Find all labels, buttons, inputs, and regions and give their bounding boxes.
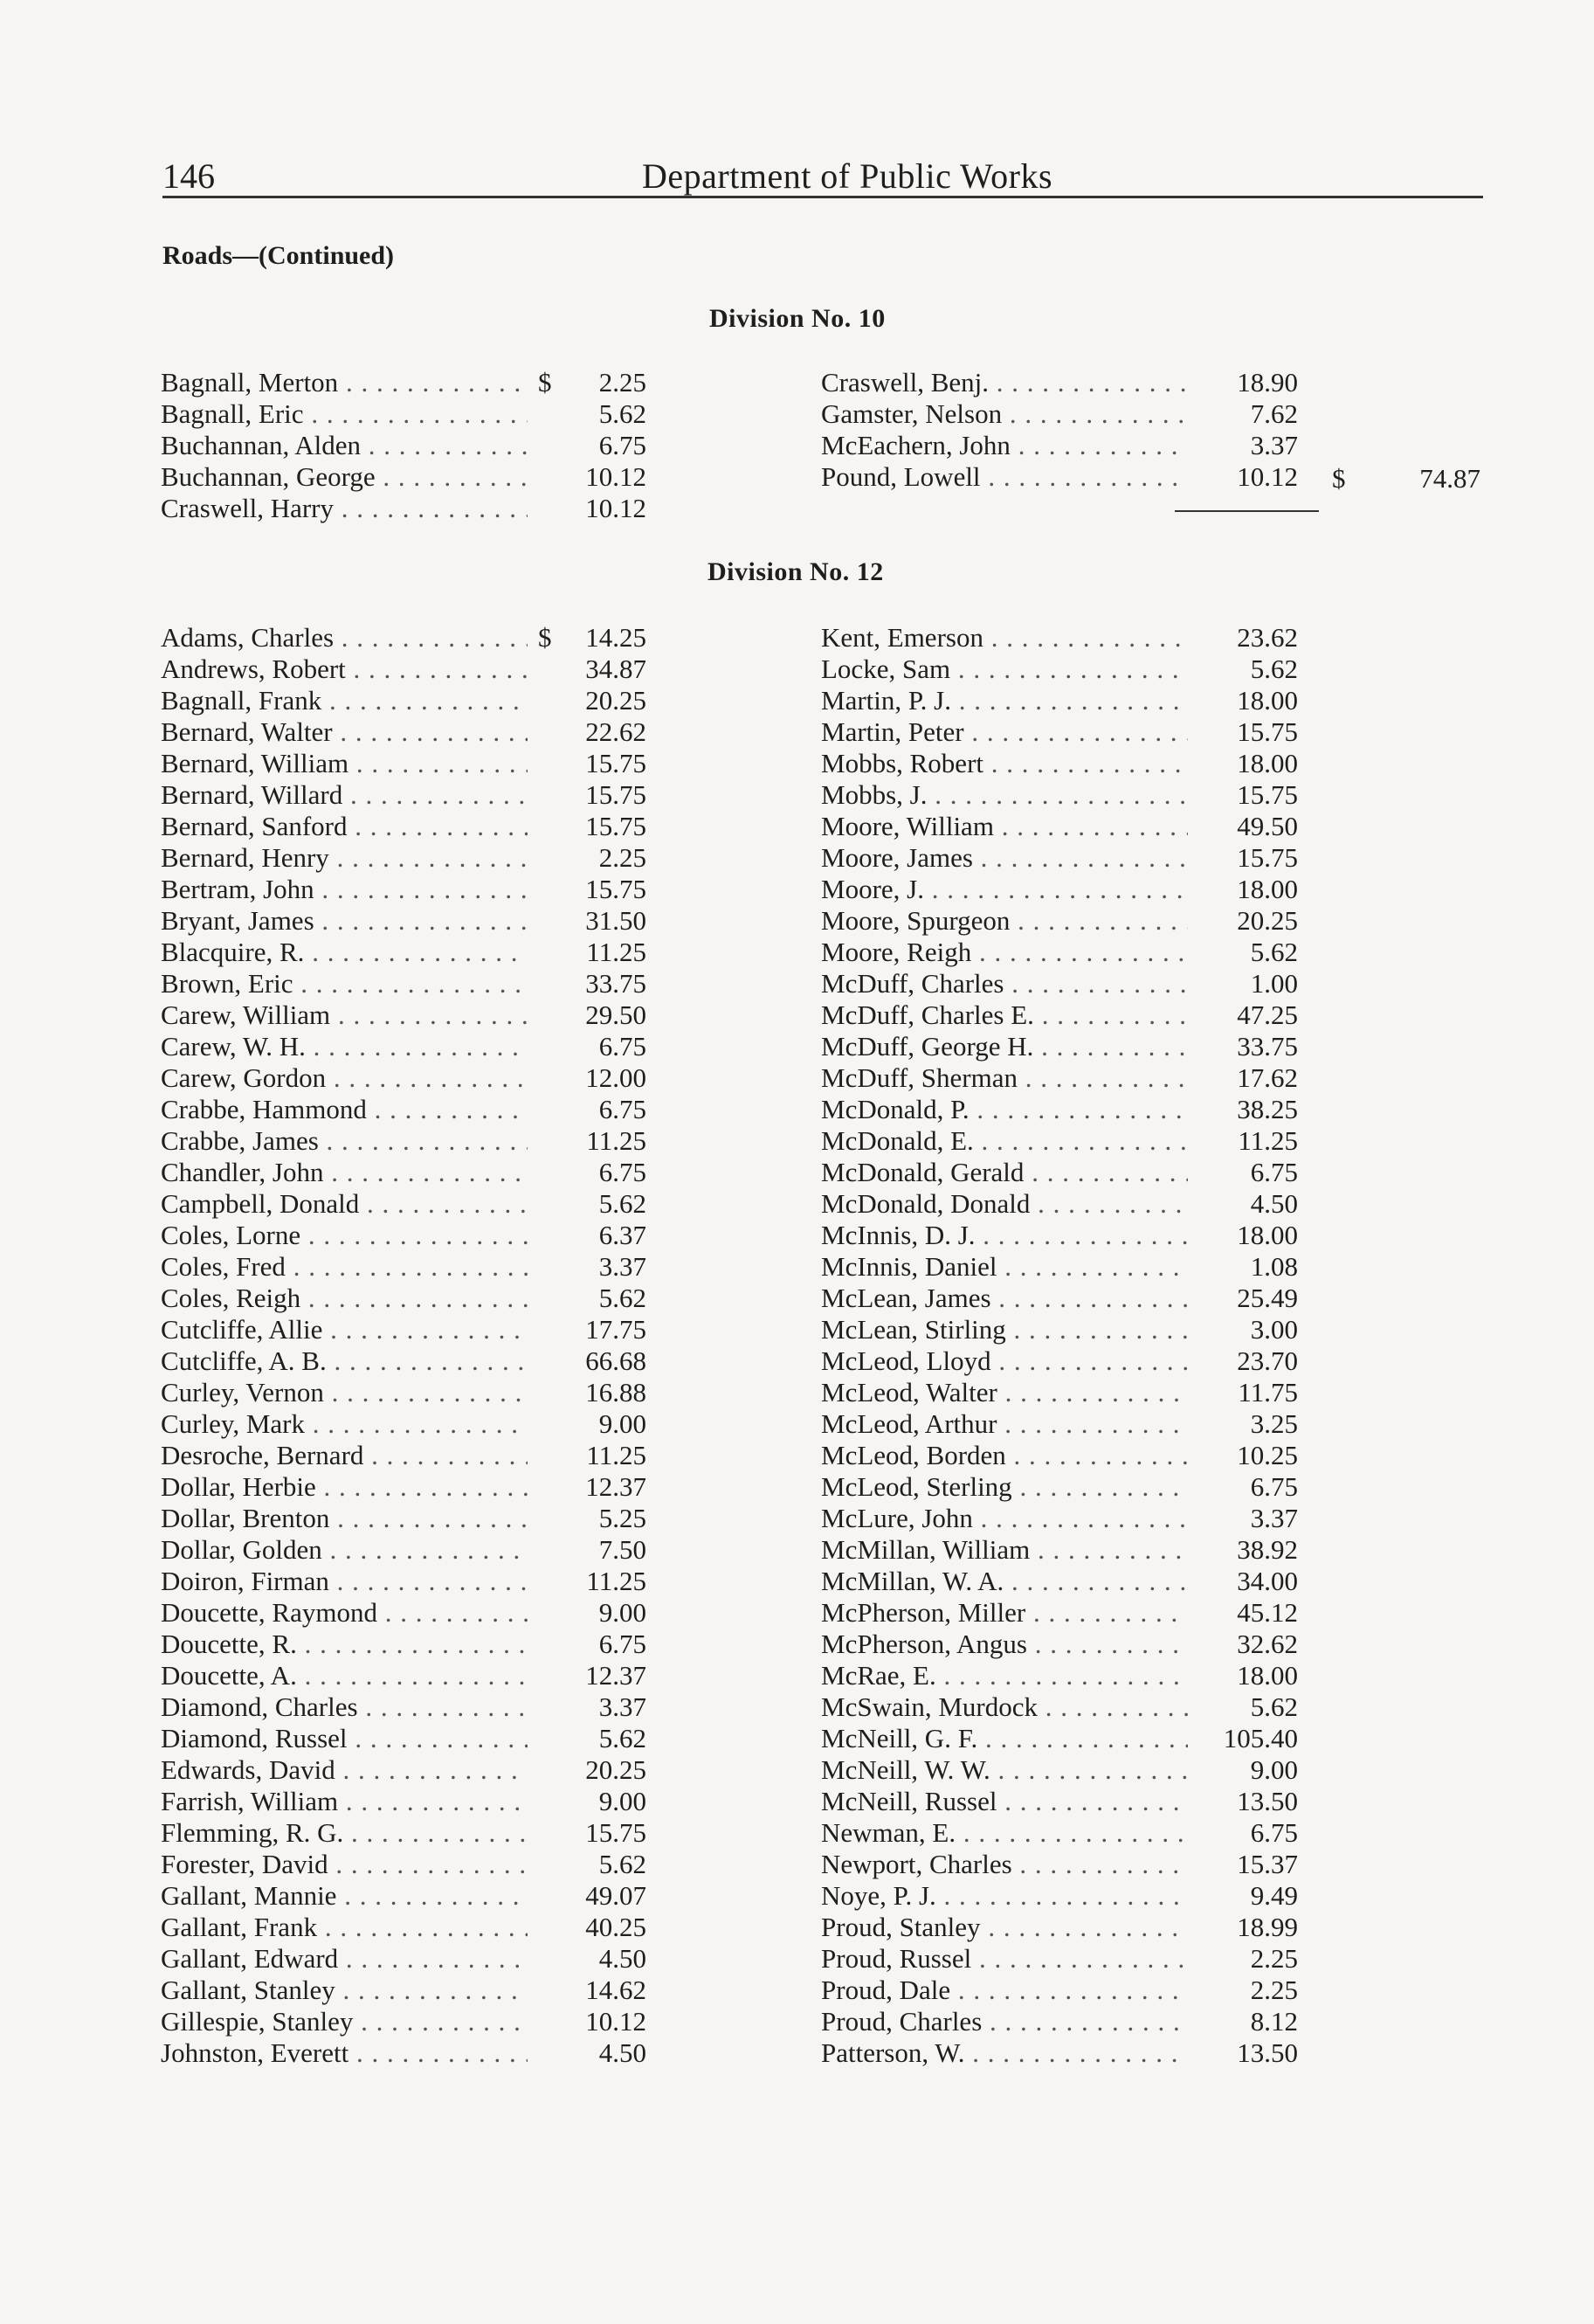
payment-amount: 4.50: [1250, 1188, 1298, 1219]
payment-amount: 5.62: [1250, 937, 1298, 967]
payee-name: Chandler, John . . .: [161, 1157, 528, 1188]
payment-amount: 7.62: [1250, 398, 1298, 429]
payment-amount: 29.50: [585, 999, 646, 1030]
payee-name: Kent, Emerson . . .: [821, 622, 1188, 654]
payee-name: McPherson, Miller . . .: [821, 1597, 1188, 1629]
payment-amount: 9.00: [598, 1786, 646, 1816]
payee-name: McInnis, Daniel . . .: [821, 1251, 1188, 1283]
payment-amount: 34.87: [585, 654, 646, 684]
payee-name: Dollar, Brenton . . .: [161, 1503, 528, 1534]
payee-name: Bertram, John . . .: [161, 874, 528, 905]
payee-name: Moore, William . . .: [821, 811, 1188, 842]
payee-name: Gamster, Nelson . . .: [821, 398, 1188, 430]
payee-name: McDonald, Donald . . .: [821, 1188, 1188, 1220]
payment-amount: 11.25: [586, 1566, 646, 1596]
payee-name: McMillan, William . . .: [821, 1534, 1188, 1566]
payee-name: McLure, John . . .: [821, 1503, 1188, 1534]
payment-amount: 18.00: [1237, 748, 1298, 778]
payment-amount: 15.37: [1237, 1849, 1298, 1879]
payee-name: McDonald, Gerald . . .: [821, 1157, 1188, 1188]
payment-amount: 15.75: [1237, 716, 1298, 747]
division-10-total: 74.87: [1419, 463, 1480, 494]
payee-name: McNeill, W. W. . . .: [821, 1754, 1188, 1786]
payee-name: Crabbe, James . . .: [161, 1125, 528, 1157]
division-10-total-dollar: $: [1332, 463, 1346, 494]
payee-name: Farrish, William . . .: [161, 1786, 528, 1817]
payment-amount: 14.25: [585, 622, 646, 653]
payee-name: Moore, Reigh . . .: [821, 937, 1188, 968]
payment-amount: 4.50: [598, 1943, 646, 1974]
payee-name: Bernard, Willard . . .: [161, 779, 528, 811]
payee-name: Bryant, James . . .: [161, 905, 528, 937]
payment-amount: 13.50: [1237, 1786, 1298, 1816]
payee-name: Doucette, Raymond . . .: [161, 1597, 528, 1629]
payment-amount: 18.00: [1237, 1660, 1298, 1691]
payment-amount: 11.25: [586, 1125, 646, 1156]
payment-amount: 6.37: [598, 1220, 646, 1250]
payment-amount: 25.49: [1237, 1283, 1298, 1313]
payee-name: McNeill, G. F. . . .: [821, 1723, 1188, 1754]
payee-name: Proud, Dale . . .: [821, 1975, 1188, 2006]
payment-amount: 15.75: [585, 779, 646, 810]
payment-amount: 12.00: [585, 1062, 646, 1093]
payee-name: Crabbe, Hammond . . .: [161, 1094, 528, 1125]
payee-name: Carew, W. H. . . .: [161, 1031, 528, 1062]
payee-name: McDuff, George H. . . .: [821, 1031, 1188, 1062]
payee-name: Moore, Spurgeon . . .: [821, 905, 1188, 937]
payee-name: McLeod, Arthur . . .: [821, 1408, 1188, 1440]
payment-amount: 6.75: [598, 1031, 646, 1062]
payment-amount: 6.75: [598, 1094, 646, 1124]
payment-amount: 49.50: [1237, 811, 1298, 841]
payee-name: Moore, J. . . .: [821, 874, 1188, 905]
payee-name: Bernard, Walter . . .: [161, 716, 528, 748]
payment-amount: 3.37: [598, 1691, 646, 1722]
payment-amount: 9.49: [1250, 1880, 1298, 1911]
payment-amount: 5.25: [598, 1503, 646, 1533]
payee-name: Buchannan, Alden . . .: [161, 430, 528, 461]
payment-amount: 14.62: [585, 1975, 646, 2005]
section-title: Roads—(Continued): [162, 241, 395, 270]
payee-name: Craswell, Benj. . . .: [821, 367, 1188, 398]
payment-amount: 40.25: [585, 1912, 646, 1942]
payee-name: Dollar, Herbie . . .: [161, 1471, 528, 1503]
payee-name: McPherson, Angus . . .: [821, 1629, 1188, 1660]
payment-amount: 12.37: [585, 1471, 646, 1502]
payee-name: McDonald, E. . . .: [821, 1125, 1188, 1157]
payment-amount: 10.12: [585, 461, 646, 492]
payment-amount: 3.37: [1250, 1503, 1298, 1533]
payment-amount: 11.25: [1238, 1125, 1298, 1156]
payment-amount: 33.75: [1237, 1031, 1298, 1062]
payee-name: Bagnall, Frank . . .: [161, 685, 528, 716]
payee-name: Dollar, Golden . . .: [161, 1534, 528, 1566]
payment-amount: 6.75: [1250, 1817, 1298, 1848]
payment-amount: 20.25: [1237, 905, 1298, 936]
payee-name: Doiron, Firman . . .: [161, 1566, 528, 1597]
payment-amount: 10.12: [1237, 461, 1298, 492]
payment-amount: 5.62: [598, 1283, 646, 1313]
payment-amount: 4.50: [598, 2037, 646, 2068]
payee-name: Doucette, R. . . .: [161, 1629, 528, 1660]
payee-name: Adams, Charles . . .: [161, 622, 528, 654]
dollar-sign: $: [538, 622, 552, 653]
payment-amount: 9.00: [1250, 1754, 1298, 1785]
payee-name: Bagnall, Eric . . .: [161, 398, 528, 430]
payment-amount: 6.75: [598, 430, 646, 460]
payment-amount: 5.62: [598, 1723, 646, 1753]
payee-name: Martin, Peter . . .: [821, 716, 1188, 748]
payment-amount: 105.40: [1223, 1723, 1298, 1753]
payment-amount: 15.75: [1237, 779, 1298, 810]
payment-amount: 3.00: [1250, 1314, 1298, 1345]
page-number: 146: [162, 156, 215, 196]
payment-amount: 11.75: [1238, 1377, 1298, 1408]
payment-amount: 17.75: [585, 1314, 646, 1345]
payment-amount: 1.00: [1250, 968, 1298, 999]
payment-amount: 1.08: [1250, 1251, 1298, 1282]
payee-name: Forester, David . . .: [161, 1849, 528, 1880]
payment-amount: 12.37: [585, 1660, 646, 1691]
payment-amount: 11.25: [586, 1440, 646, 1470]
payment-amount: 15.75: [585, 811, 646, 841]
payee-name: Gillespie, Stanley . . .: [161, 2006, 528, 2037]
payee-name: McDuff, Charles E. . . .: [821, 999, 1188, 1031]
payment-amount: 22.62: [585, 716, 646, 747]
payment-amount: 38.25: [1237, 1094, 1298, 1124]
payee-name: Newport, Charles . . .: [821, 1849, 1188, 1880]
payment-amount: 23.70: [1237, 1345, 1298, 1376]
payment-amount: 10.12: [585, 493, 646, 523]
payee-name: Curley, Mark . . .: [161, 1408, 528, 1440]
payee-name: McRae, E. . . .: [821, 1660, 1188, 1691]
payee-name: Locke, Sam . . .: [821, 654, 1188, 685]
payment-amount: 5.62: [1250, 1691, 1298, 1722]
payee-name: Moore, James . . .: [821, 842, 1188, 874]
payee-name: Mobbs, J. . . .: [821, 779, 1188, 811]
payee-name: Coles, Reigh . . .: [161, 1283, 528, 1314]
payment-amount: 8.12: [1250, 2006, 1298, 2037]
header-rule: [162, 196, 1483, 198]
payment-amount: 10.12: [585, 2006, 646, 2037]
payment-amount: 6.75: [598, 1629, 646, 1659]
payee-name: Proud, Charles . . .: [821, 2006, 1188, 2037]
payment-amount: 10.25: [1237, 1440, 1298, 1470]
payment-amount: 13.50: [1237, 2037, 1298, 2068]
payee-name: Bernard, William . . .: [161, 748, 528, 779]
payee-name: McDuff, Sherman . . .: [821, 1062, 1188, 1094]
payee-name: Carew, Gordon . . .: [161, 1062, 528, 1094]
payee-name: Gallant, Edward . . .: [161, 1943, 528, 1975]
payee-name: McEachern, John . . .: [821, 430, 1188, 461]
payee-name: Pound, Lowell . . .: [821, 461, 1188, 493]
payment-amount: 6.75: [1250, 1471, 1298, 1502]
payee-name: Noye, P. J. . . .: [821, 1880, 1188, 1912]
payment-amount: 16.88: [585, 1377, 646, 1408]
payment-amount: 23.62: [1237, 622, 1298, 653]
payment-amount: 2.25: [1250, 1943, 1298, 1974]
payee-name: Campbell, Donald . . .: [161, 1188, 528, 1220]
payee-name: McInnis, D. J. . . .: [821, 1220, 1188, 1251]
payment-amount: 15.75: [1237, 842, 1298, 873]
page-header-title: Department of Public Works: [642, 156, 1053, 196]
payee-name: Craswell, Harry . . .: [161, 493, 528, 524]
payment-amount: 47.25: [1237, 999, 1298, 1030]
payment-amount: 2.25: [1250, 1975, 1298, 2005]
payment-amount: 7.50: [598, 1534, 646, 1565]
payee-name: Johnston, Everett . . .: [161, 2037, 528, 2069]
payment-amount: 20.25: [585, 1754, 646, 1785]
payment-amount: 15.75: [585, 874, 646, 904]
payee-name: Bagnall, Merton . . .: [161, 367, 528, 398]
payee-name: McLean, James . . .: [821, 1283, 1188, 1314]
payment-amount: 38.92: [1237, 1534, 1298, 1565]
payment-amount: 34.00: [1237, 1566, 1298, 1596]
payee-name: Andrews, Robert . . .: [161, 654, 528, 685]
payee-name: Blacquire, R. . . .: [161, 937, 528, 968]
payee-name: Coles, Fred . . .: [161, 1251, 528, 1283]
payee-name: Desroche, Bernard . . .: [161, 1440, 528, 1471]
payment-amount: 33.75: [585, 968, 646, 999]
payment-amount: 11.25: [586, 937, 646, 967]
payment-amount: 3.25: [1250, 1408, 1298, 1439]
payee-name: Diamond, Russel . . .: [161, 1723, 528, 1754]
payment-amount: 5.62: [1250, 654, 1298, 684]
division-12-heading: Division No. 12: [707, 557, 884, 586]
payment-amount: 2.25: [598, 367, 646, 398]
payee-name: Brown, Eric . . .: [161, 968, 528, 999]
payee-name: McDuff, Charles . . .: [821, 968, 1188, 999]
payee-name: McLeod, Lloyd . . .: [821, 1345, 1188, 1377]
dollar-sign: $: [538, 367, 552, 398]
payment-amount: 3.37: [598, 1251, 646, 1282]
payee-name: Gallant, Frank . . .: [161, 1912, 528, 1943]
payee-name: Edwards, David . . .: [161, 1754, 528, 1786]
payment-amount: 15.75: [585, 1817, 646, 1848]
payee-name: McMillan, W. A. . . .: [821, 1566, 1188, 1597]
payee-name: Carew, William . . .: [161, 999, 528, 1031]
payee-name: Diamond, Charles . . .: [161, 1691, 528, 1723]
payee-name: McLeod, Sterling . . .: [821, 1471, 1188, 1503]
payee-name: Bernard, Henry . . .: [161, 842, 528, 874]
payment-amount: 3.37: [1250, 430, 1298, 460]
payee-name: McLean, Stirling . . .: [821, 1314, 1188, 1345]
payee-name: Proud, Russel . . .: [821, 1943, 1188, 1975]
payee-name: Cutcliffe, Allie . . .: [161, 1314, 528, 1345]
payment-amount: 17.62: [1237, 1062, 1298, 1093]
payment-amount: 18.90: [1237, 367, 1298, 398]
payee-name: Bernard, Sanford . . .: [161, 811, 528, 842]
payee-name: Curley, Vernon . . .: [161, 1377, 528, 1408]
payment-amount: 6.75: [1250, 1157, 1298, 1187]
payee-name: Buchannan, George . . .: [161, 461, 528, 493]
payment-amount: 18.00: [1237, 685, 1298, 716]
division-10-heading: Division No. 10: [709, 304, 886, 333]
payee-name: McLeod, Walter . . .: [821, 1377, 1188, 1408]
payee-name: Newman, E. . . .: [821, 1817, 1188, 1849]
payee-name: McSwain, Murdock . . .: [821, 1691, 1188, 1723]
payment-amount: 18.00: [1237, 1220, 1298, 1250]
payment-amount: 32.62: [1237, 1629, 1298, 1659]
payment-amount: 49.07: [585, 1880, 646, 1911]
payment-amount: 6.75: [598, 1157, 646, 1187]
payment-amount: 31.50: [585, 905, 646, 936]
payment-amount: 2.25: [598, 842, 646, 873]
payment-amount: 9.00: [598, 1408, 646, 1439]
payment-amount: 20.25: [585, 685, 646, 716]
payee-name: McNeill, Russel . . .: [821, 1786, 1188, 1817]
payment-amount: 15.75: [585, 748, 646, 778]
payment-amount: 5.62: [598, 398, 646, 429]
total-rule: [1175, 510, 1319, 512]
payee-name: Doucette, A. . . .: [161, 1660, 528, 1691]
payee-name: Gallant, Mannie . . .: [161, 1880, 528, 1912]
payee-name: Flemming, R. G. . . .: [161, 1817, 528, 1849]
payment-amount: 9.00: [598, 1597, 646, 1628]
payment-amount: 5.62: [598, 1188, 646, 1219]
payee-name: Gallant, Stanley . . .: [161, 1975, 528, 2006]
payee-name: Mobbs, Robert . . .: [821, 748, 1188, 779]
payee-name: Patterson, W. . . .: [821, 2037, 1188, 2069]
payment-amount: 18.00: [1237, 874, 1298, 904]
payee-name: Coles, Lorne . . .: [161, 1220, 528, 1251]
payee-name: Martin, P. J. . . .: [821, 685, 1188, 716]
payment-amount: 45.12: [1237, 1597, 1298, 1628]
payee-name: Proud, Stanley . . .: [821, 1912, 1188, 1943]
payee-name: Cutcliffe, A. B. . . .: [161, 1345, 528, 1377]
payment-amount: 18.99: [1237, 1912, 1298, 1942]
payment-amount: 5.62: [598, 1849, 646, 1879]
payee-name: McLeod, Borden . . .: [821, 1440, 1188, 1471]
payee-name: McDonald, P. . . .: [821, 1094, 1188, 1125]
payment-amount: 66.68: [585, 1345, 646, 1376]
